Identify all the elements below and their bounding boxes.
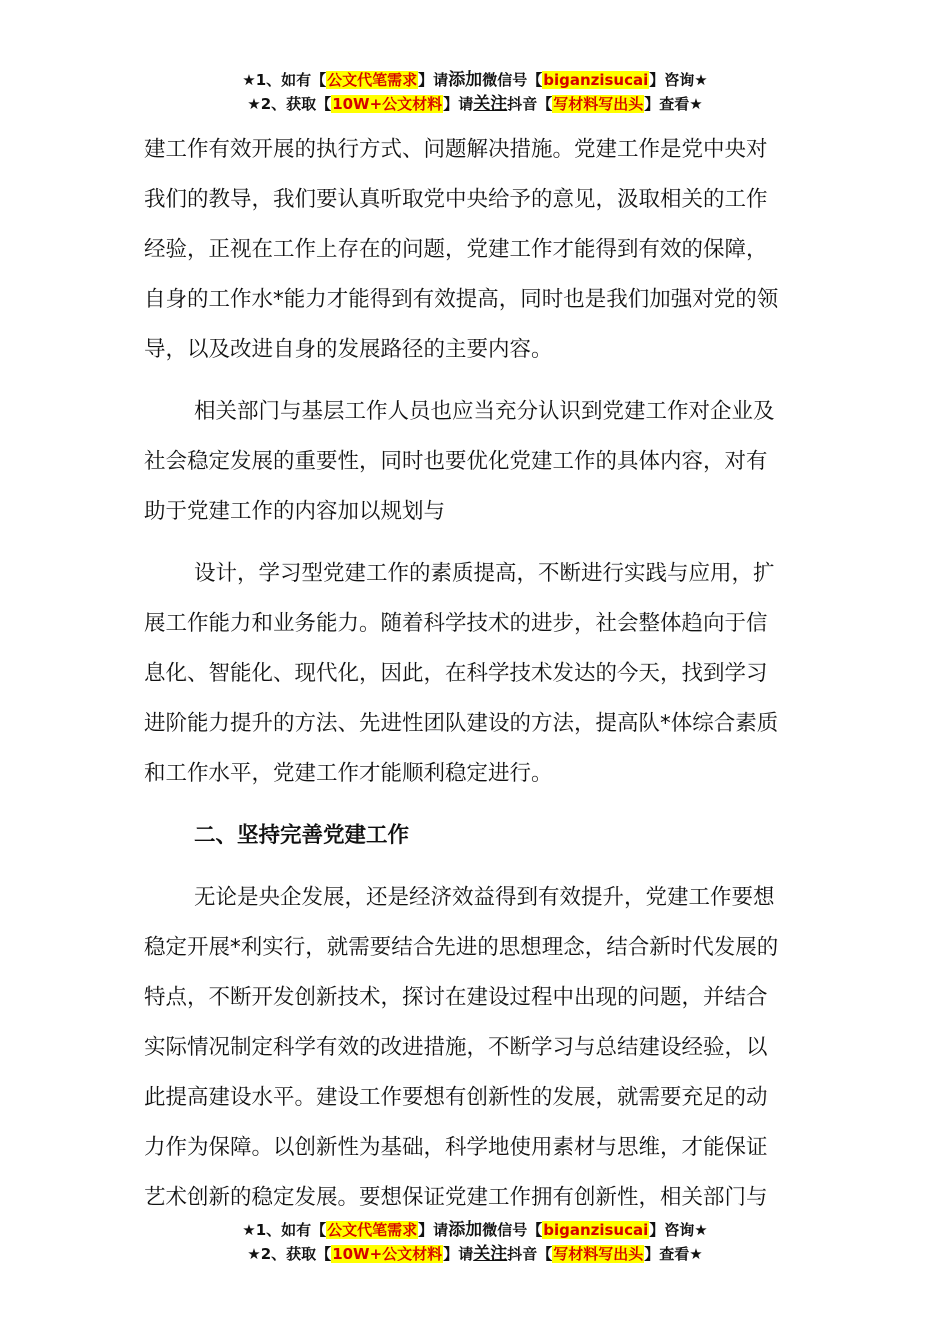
banner-text: 】查看★ (644, 95, 703, 113)
text-line: 特点，不断开发创新技术，探讨在建设过程中出现的问题，并结合 (144, 985, 768, 1010)
text-line: 设计，学习型党建工作的素质提高，不断进行实践与应用，扩 (194, 561, 775, 586)
text-line: 展工作能力和业务能力。随着科学技术的进步，社会整体趋向于信 (144, 611, 768, 636)
banner-emphasis: 关注 (473, 1244, 508, 1264)
text-line: 进阶能力提升的方法、先进性团队建设的方法，提高队*体综合素质 (144, 711, 779, 736)
paragraph (144, 387, 806, 537)
text-line: 导，以及改进自身的发展路径的主要内容。 (144, 337, 553, 362)
section-heading-text: 二、坚持完善党建工作 (194, 823, 410, 848)
text-line: 助于党建工作的内容加以规划与 (144, 499, 446, 524)
text-line: 稳定开展*利实行，就需要结合先进的思想理念，结合新时代发展的 (144, 935, 779, 960)
banner-text: 】请 (418, 71, 449, 89)
paragraph (144, 125, 806, 375)
highlight-douyin-account: 写材料写出头 (553, 95, 644, 113)
banner-emphasis: 添加 (448, 70, 483, 90)
banner-emphasis: 添加 (448, 1220, 483, 1240)
text-line: 此提高建设水平。建设工作要想有创新性的发展，就需要充足的动 (144, 1085, 768, 1110)
banner-text: 】咨询★ (649, 1221, 708, 1239)
banner-text: ★1、如有【 (242, 1221, 327, 1239)
text-line: 我们的教导，我们要认真听取党中央给予的意见，汲取相关的工作 (144, 187, 768, 212)
banner-text: ★2、获取【 (247, 95, 332, 113)
banner-text: 抖音【 (507, 1245, 553, 1263)
highlight-materials: 10W+公文材料 (332, 95, 443, 113)
banner-text: 】咨询★ (649, 71, 708, 89)
text-line: 息化、智能化、现代化，因此，在科学技术发达的今天，找到学习 (144, 661, 768, 686)
banner-line-1 (0, 68, 950, 92)
highlight-douyin-account: 写材料写出头 (553, 1245, 644, 1263)
section-heading (144, 811, 806, 861)
banner-text: 】请 (443, 1245, 474, 1263)
text-line: 相关部门与基层工作人员也应当充分认识到党建工作对企业及 (194, 399, 775, 424)
text-line: 经验，正视在工作上存在的问题，党建工作才能得到有效的保障， (144, 237, 768, 262)
highlight-service: 公文代笔需求 (327, 1221, 418, 1239)
highlight-service: 公文代笔需求 (327, 71, 418, 89)
banner-text: ★2、获取【 (247, 1245, 332, 1263)
banner-text: 】请 (418, 1221, 449, 1239)
text-line: 社会稳定发展的重要性，同时也要优化党建工作的具体内容，对有 (144, 449, 768, 474)
text-line: 力作为保障。以创新性为基础，科学地使用素材与思维，才能保证 (144, 1135, 768, 1160)
banner-text: ★1、如有【 (242, 71, 327, 89)
text-line: 建工作有效开展的执行方式、问题解决措施。党建工作是党中央对 (144, 137, 768, 162)
banner-text: 抖音【 (507, 95, 553, 113)
text-line: 无论是央企发展，还是经济效益得到有效提升，党建工作要想 (194, 885, 775, 910)
banner-text: 】查看★ (644, 1245, 703, 1263)
text-line: 实际情况制定科学有效的改进措施，不断学习与总结建设经验，以 (144, 1035, 768, 1060)
highlight-wechat-id: biganzisucai (543, 71, 649, 89)
paragraph (144, 549, 806, 799)
highlight-wechat-id: biganzisucai (543, 1221, 649, 1239)
highlight-materials: 10W+公文材料 (332, 1245, 443, 1263)
text-line: 自身的工作水*能力才能得到有效提高，同时也是我们加强对党的领 (144, 287, 779, 312)
banner-line-2 (0, 92, 950, 116)
paragraph (144, 873, 806, 1223)
text-line: 艺术创新的稳定发展。要想保证党建工作拥有创新性，相关部门与 (144, 1185, 768, 1210)
banner-line-1 (0, 1218, 950, 1242)
document-body (144, 125, 806, 1223)
banner-text: 】请 (443, 95, 474, 113)
header-banner (0, 68, 950, 116)
banner-text: 微信号【 (482, 1221, 543, 1239)
banner-text: 微信号【 (482, 71, 543, 89)
banner-line-2 (0, 1242, 950, 1266)
banner-emphasis: 关注 (473, 94, 508, 114)
footer-banner (0, 1218, 950, 1266)
text-line: 和工作水平，党建工作才能顺利稳定进行。 (144, 761, 553, 786)
